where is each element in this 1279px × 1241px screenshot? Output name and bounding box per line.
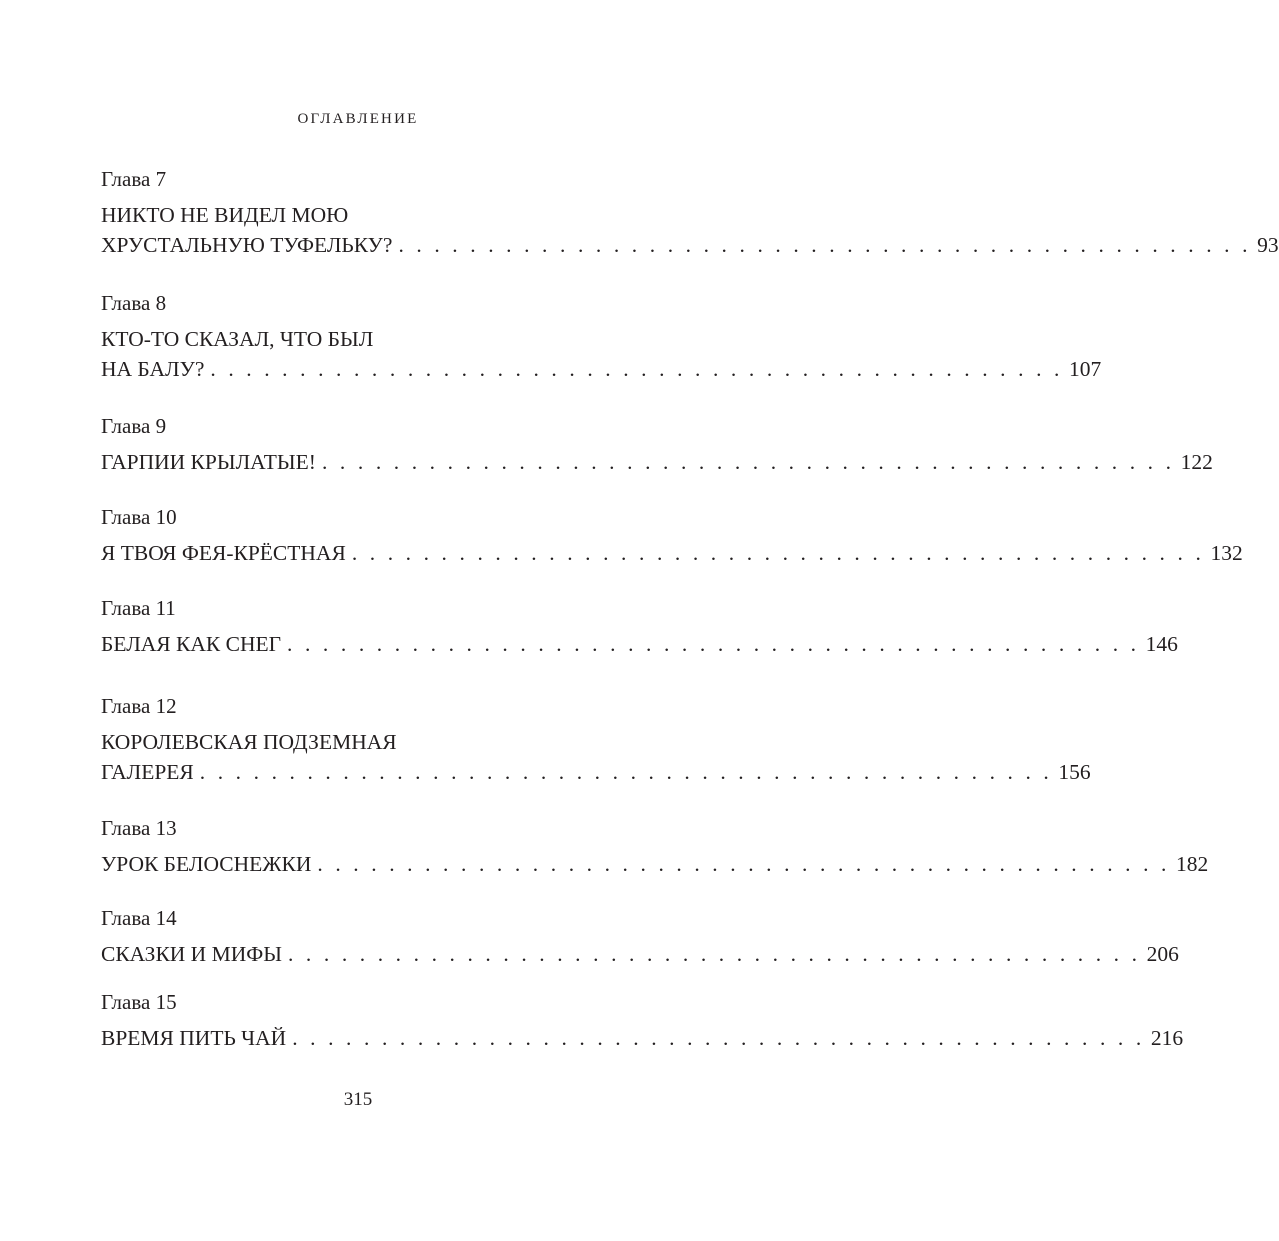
chapter-title-line: Я ТВОЯ ФЕЯ-КРЁСТНАЯ bbox=[101, 541, 346, 565]
entry-row bbox=[101, 354, 1102, 384]
page-number: 182 bbox=[1176, 852, 1209, 876]
chapter-title-line: УРОК БЕЛОСНЕЖКИ bbox=[101, 852, 312, 876]
page-heading: ОГЛАВЛЕНИЕ bbox=[297, 111, 419, 127]
page-number: 122 bbox=[1180, 450, 1213, 474]
entry-row bbox=[101, 629, 1178, 659]
entry-row bbox=[101, 1023, 1184, 1053]
toc-entry-chapter-9 bbox=[101, 413, 1213, 477]
page-number: 216 bbox=[1150, 1026, 1184, 1050]
dot-leader: . . . . . . . . . . . . . . . . . . . . . . . . . . . . . . . . . . . . . . . . . . . . . . . . bbox=[287, 942, 1141, 966]
toc-entry-chapter-13 bbox=[101, 815, 1209, 879]
page-number: 156 bbox=[1058, 760, 1091, 784]
toc-entry-chapter-14 bbox=[101, 905, 1179, 969]
page-folio: 315 bbox=[343, 1089, 373, 1110]
chapter-title-line: ГАРПИИ КРЫЛАТЫЕ! bbox=[101, 450, 316, 474]
entry-row bbox=[101, 939, 1179, 969]
chapter-label: Глава 11 bbox=[101, 596, 176, 620]
chapter-title-line: БЕЛАЯ КАК СНЕГ bbox=[101, 632, 282, 656]
entry-row bbox=[101, 849, 1209, 879]
entry-row bbox=[101, 538, 1243, 568]
chapter-label: Глава 15 bbox=[101, 990, 177, 1014]
dot-leader: . . . . . . . . . . . . . . . . . . . . . . . . . . . . . . . . . . . . . . . . . . . . . . . . bbox=[321, 450, 1175, 474]
dot-leader: . . . . . . . . . . . . . . . . . . . . . . . . . . . . . . . . . . . . . . . . . . . . . . . . bbox=[292, 1026, 1145, 1050]
dot-leader: . . . . . . . . . . . . . . . . . . . . . . . . . . . . . . . . . . . . . . . . . . . . . . . . bbox=[317, 852, 1171, 876]
chapter-label: Глава 9 bbox=[101, 414, 167, 438]
chapter-title-line: КОРОЛЕВСКАЯ ПОДЗЕМНАЯ bbox=[101, 730, 397, 754]
dot-leader: . . . . . . . . . . . . . . . . . . . . . . . . . . . . . . . . . . . . . . . . . . . . . . . . bbox=[210, 357, 1063, 381]
chapter-title-line: НА БАЛУ? bbox=[101, 357, 205, 381]
page-number: 107 bbox=[1069, 357, 1102, 381]
dot-leader: . . . . . . . . . . . . . . . . . . . . . . . . . . . . . . . . . . . . . . . . . . . . . . . . bbox=[199, 760, 1053, 784]
dot-leader: . . . . . . . . . . . . . . . . . . . . . . . . . . . . . . . . . . . . . . . . . . . . . . . . bbox=[398, 233, 1252, 257]
page-number: 146 bbox=[1145, 632, 1178, 656]
chapter-label: Глава 7 bbox=[101, 167, 167, 191]
chapter-title-line: ВРЕМЯ ПИТЬ ЧАЙ bbox=[101, 1026, 287, 1050]
toc-entry-chapter-15 bbox=[101, 989, 1184, 1053]
entry-row bbox=[101, 447, 1213, 477]
page-number: 132 bbox=[1210, 541, 1243, 565]
entry-row bbox=[101, 230, 1279, 260]
chapter-title-line: КТО-ТО СКАЗАЛ, ЧТО БЫЛ bbox=[101, 327, 374, 351]
chapter-label: Глава 10 bbox=[101, 505, 177, 529]
toc-entry-chapter-10 bbox=[101, 504, 1243, 568]
toc-entry-chapter-12 bbox=[101, 693, 1091, 787]
dot-leader: . . . . . . . . . . . . . . . . . . . . . . . . . . . . . . . . . . . . . . . . . . . . . . . . bbox=[287, 632, 1140, 656]
chapter-title-line: ГАЛЕРЕЯ bbox=[101, 760, 194, 784]
chapter-label: Глава 12 bbox=[101, 694, 177, 718]
page-number: 93 bbox=[1257, 233, 1279, 257]
dot-leader: . . . . . . . . . . . . . . . . . . . . . . . . . . . . . . . . . . . . . . . . . . . . . . . . bbox=[351, 541, 1205, 565]
page-number: 206 bbox=[1146, 942, 1179, 966]
chapter-label: Глава 14 bbox=[101, 906, 177, 930]
toc-entry-chapter-11 bbox=[101, 595, 1178, 659]
entry-row bbox=[101, 757, 1091, 787]
chapter-title-line: ХРУСТАЛЬНУЮ ТУФЕЛЬКУ? bbox=[101, 233, 393, 257]
chapter-title-line: СКАЗКИ И МИФЫ bbox=[101, 942, 282, 966]
toc-entry-chapter-7 bbox=[101, 166, 1279, 260]
chapter-title-line: НИКТО НЕ ВИДЕЛ МОЮ bbox=[101, 203, 349, 227]
toc-entry-chapter-8 bbox=[101, 290, 1102, 384]
chapter-label: Глава 13 bbox=[101, 816, 177, 840]
chapter-label: Глава 8 bbox=[101, 291, 167, 315]
